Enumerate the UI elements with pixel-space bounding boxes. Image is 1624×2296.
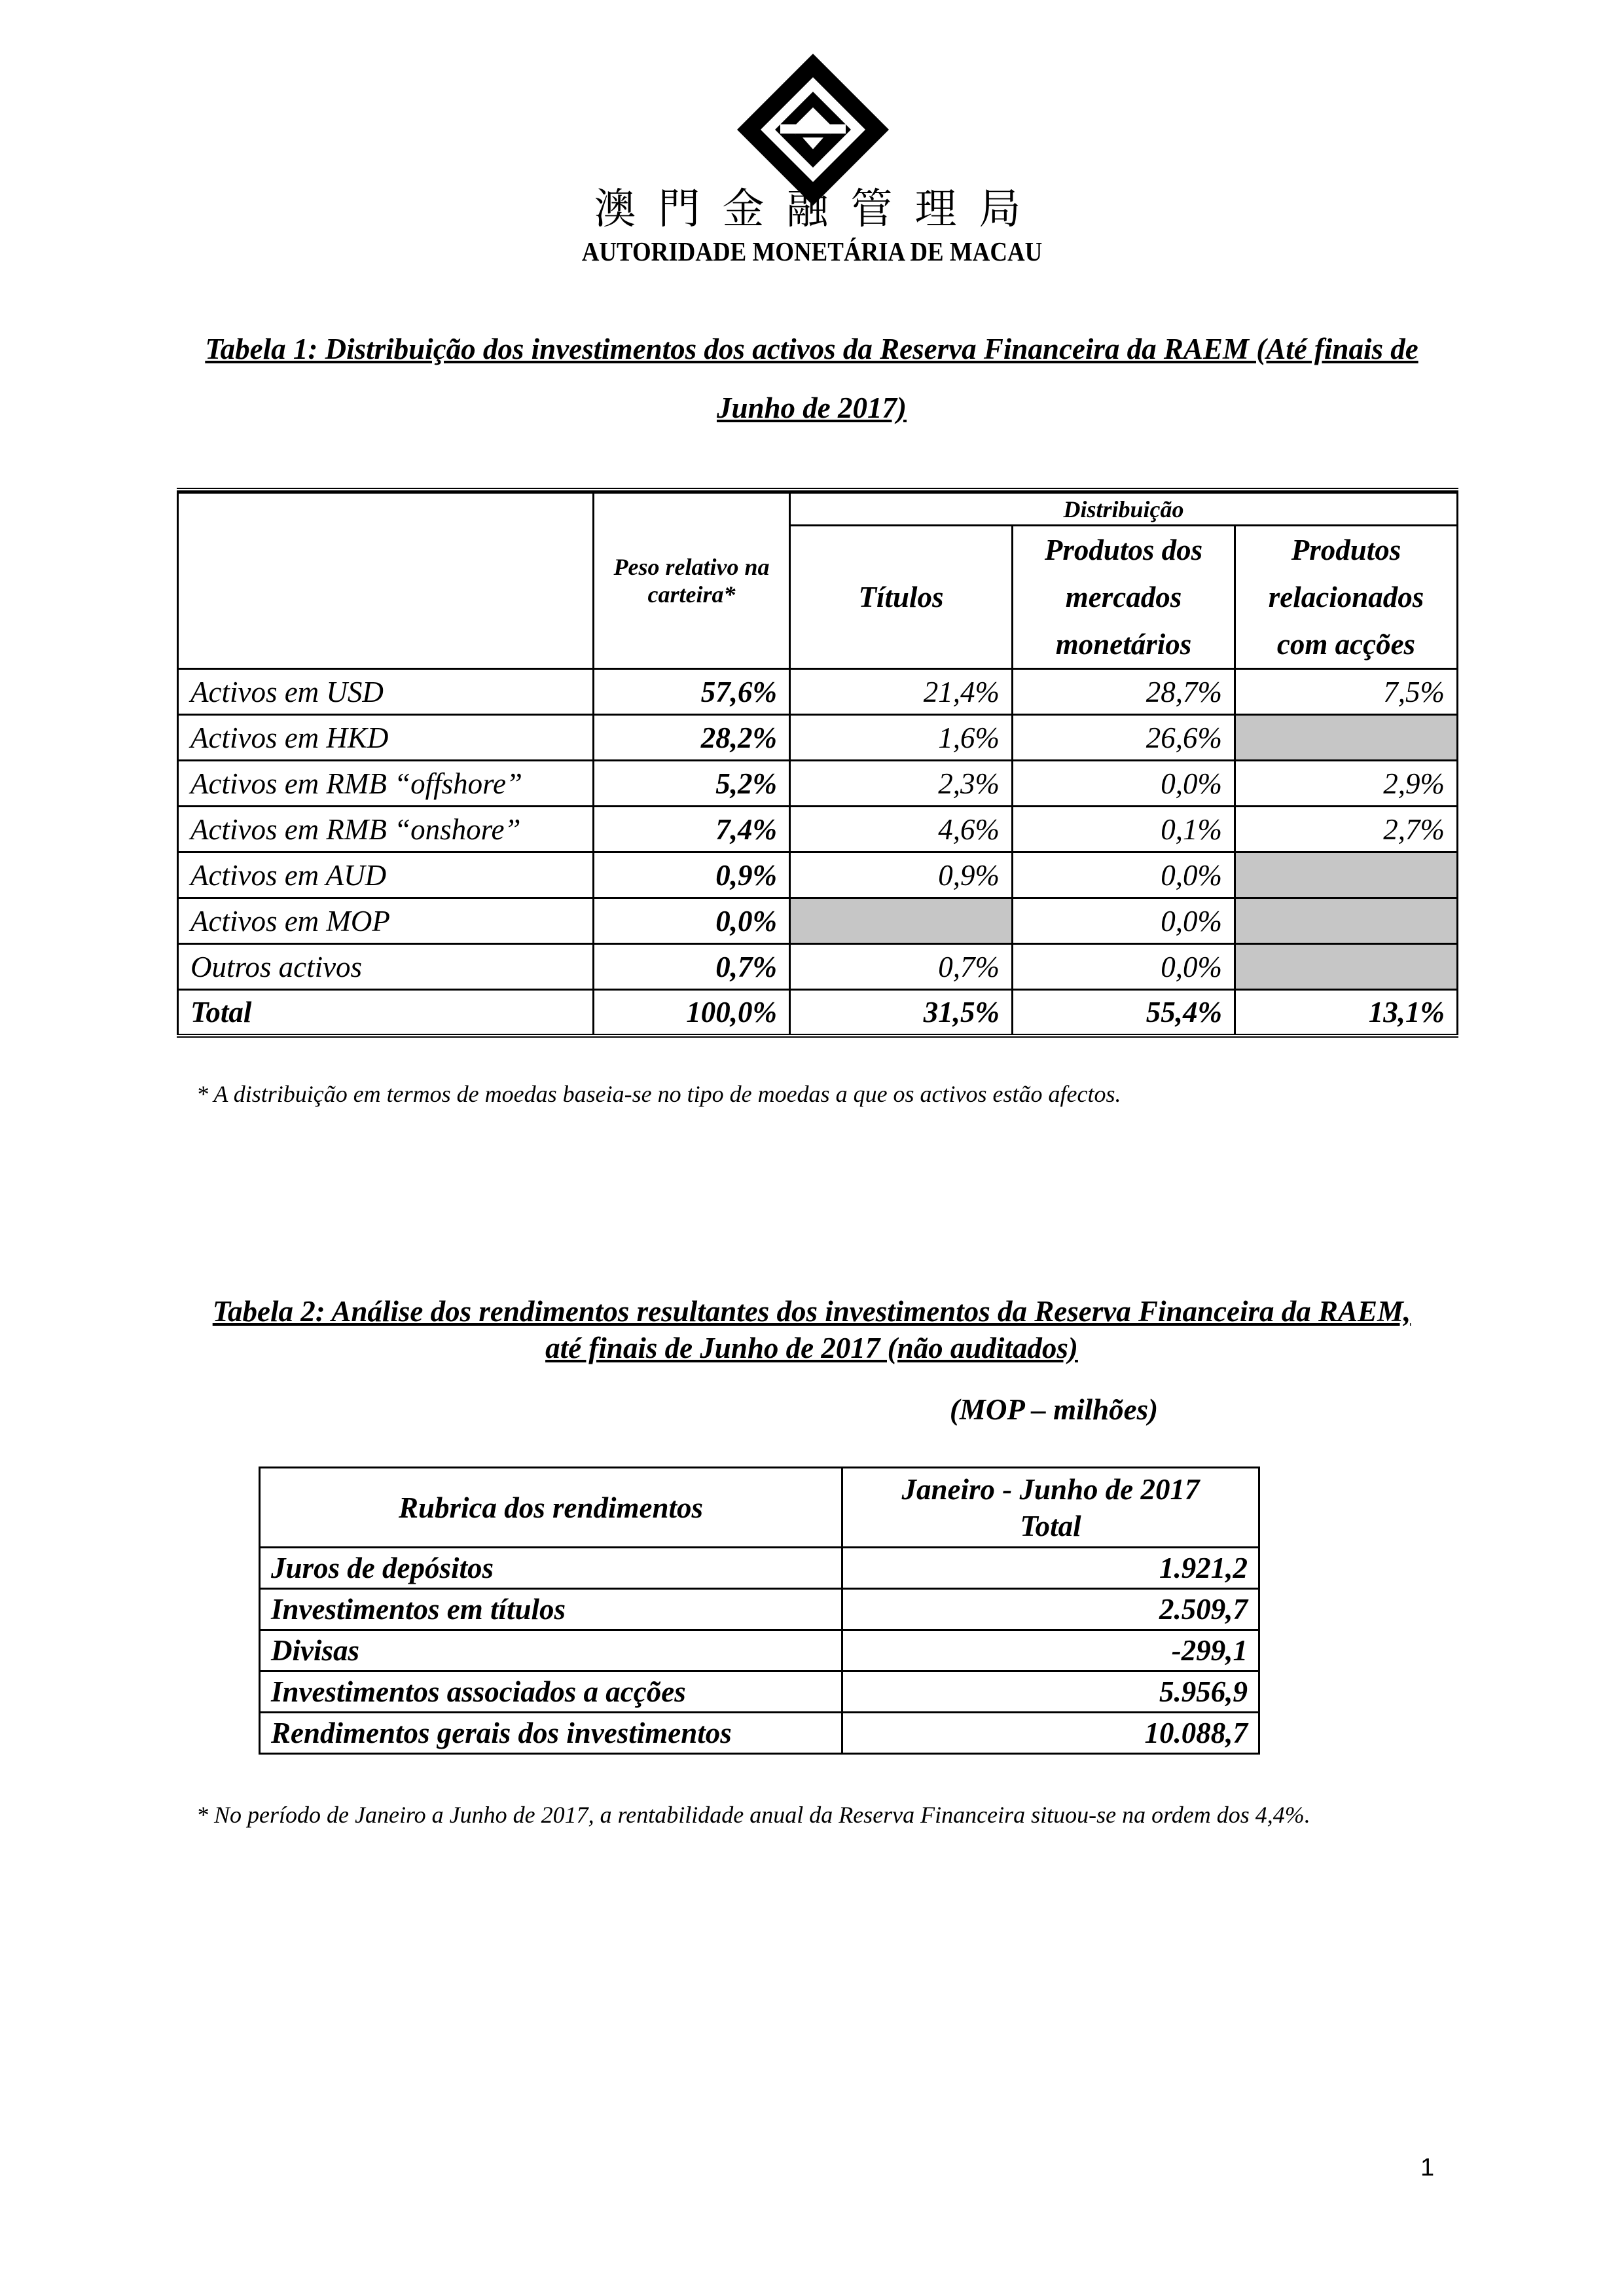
table1-cell-na [790,898,1013,944]
table2-header-total-label: Total [1020,1509,1081,1542]
table1-cell-monetarios: 0,0% [1013,761,1235,807]
table2-cell-label: Investimentos em títulos [260,1589,842,1630]
table1 [177,488,1458,1038]
table1-cell-weight: 0,9% [594,852,790,898]
table1-row [178,761,1458,807]
table1-row [178,944,1458,990]
table1-cell-na [1235,944,1458,990]
table1-cell-weight: 0,7% [594,944,790,990]
table1-cell-titulos: 4,6% [790,807,1013,852]
table2-header-item: Rubrica dos rendimentos [260,1468,842,1548]
table1-cell-weight: 57,6% [594,669,790,715]
table2-header-period [842,1468,1259,1548]
table1-total-weight: 100,0% [594,990,790,1036]
table1-header-accoes: Produtos relacionados com acções [1235,526,1458,669]
table1-cell-titulos: 2,3% [790,761,1013,807]
table1-cell-titulos: 21,4% [790,669,1013,715]
table1-cell-label: Activos em RMB “offshore” [178,761,594,807]
table1-total-row [178,990,1458,1036]
table1-row [178,898,1458,944]
table1-total-titulos: 31,5% [790,990,1013,1036]
table2-title: Tabela 2: Análise dos rendimentos resultantes dos investimentos da Reserva Financeira da RAEM, até finais de Junho de 2017 (não auditados) [212,1295,1411,1364]
table1-header-titulos: Títulos [790,526,1013,669]
table1-cell-na [1235,715,1458,761]
table2-row [260,1671,1259,1713]
table1-cell-label: Activos em MOP [178,898,594,944]
table1-cell-label: Activos em HKD [178,715,594,761]
table2-cell-label: Rendimentos gerais dos investimentos [260,1713,842,1754]
table1-cell-weight: 0,0% [594,898,790,944]
table2-cell-value: 10.088,7 [842,1713,1259,1754]
table1-row [178,807,1458,852]
table1-cell-weight: 28,2% [594,715,790,761]
table1-header-distribution: Distribuição [790,493,1458,526]
table1-cell-na [1235,852,1458,898]
table2-cell-label: Divisas [260,1630,842,1671]
table2-row [260,1630,1259,1671]
table1-title: Tabela 1: Distribuição dos investimentos dos activos da Reserva Financeira da RAEM (Até finais de Junho de 2017) [205,333,1418,424]
institution-name: AUTORIDADE MONETÁRIA DE MACAU [581,236,1043,266]
institution-chinese-name: 澳門金融管理局 [594,185,1043,234]
table2-cell-label: Investimentos associados a acções [260,1671,842,1713]
table1-row [178,715,1458,761]
table1-cell-monetarios: 26,6% [1013,715,1235,761]
table2-cell-label: Juros de depósitos [260,1548,842,1589]
table1-cell-accoes: 7,5% [1235,669,1458,715]
table1-header-monetarios: Produtos dos mercados monetários [1013,526,1235,669]
table2-row [260,1548,1259,1589]
table2-row [260,1589,1259,1630]
table2-footnote: * No período de Janeiro a Junho de 2017, a rentabilidade anual da Reserva Financeira situou-se na ordem dos 4,4%. [196,1802,1310,1828]
table2-cell-value: 5.956,9 [842,1671,1259,1713]
table1-cell-monetarios: 28,7% [1013,669,1235,715]
table1-cell-label: Activos em AUD [178,852,594,898]
table2-cell-value: -299,1 [842,1630,1259,1671]
page-number: 1 [1420,2154,1435,2181]
table1-cell-accoes: 2,9% [1235,761,1458,807]
table2 [259,1467,1260,1755]
table2-row [260,1713,1259,1754]
table1-cell-na [1235,898,1458,944]
table1-cell-label: Outros activos [178,944,594,990]
table1-cell-titulos: 1,6% [790,715,1013,761]
table1-cell-monetarios: 0,0% [1013,852,1235,898]
table1-total-accoes: 13,1% [1235,990,1458,1036]
table2-cell-value: 1.921,2 [842,1548,1259,1589]
table1-cell-accoes: 2,7% [1235,807,1458,852]
table2-unit: (MOP – milhões) [949,1393,1159,1426]
table1-row [178,852,1458,898]
table1-total-label: Total [178,990,594,1036]
table1-cell-monetarios: 0,0% [1013,898,1235,944]
table1-cell-weight: 7,4% [594,807,790,852]
table1-total-monetarios: 55,4% [1013,990,1235,1036]
table1-cell-monetarios: 0,1% [1013,807,1235,852]
table1-row [178,669,1458,715]
table1-cell-label: Activos em RMB “onshore” [178,807,594,852]
table1-header-empty [178,493,594,669]
table1-cell-titulos: 0,9% [790,852,1013,898]
table1-cell-label: Activos em USD [178,669,594,715]
table1-cell-monetarios: 0,0% [1013,944,1235,990]
table1-footnote: * A distribuição em termos de moedas baseia-se no tipo de moedas a que os activos estão afectos. [196,1081,1121,1107]
table1-cell-weight: 5,2% [594,761,790,807]
table1-cell-titulos: 0,7% [790,944,1013,990]
table2-header-period-label: Janeiro - Junho de 2017 [901,1472,1200,1506]
table2-cell-value: 2.509,7 [842,1589,1259,1630]
table1-header-weight: Peso relativo na carteira* [594,493,790,669]
